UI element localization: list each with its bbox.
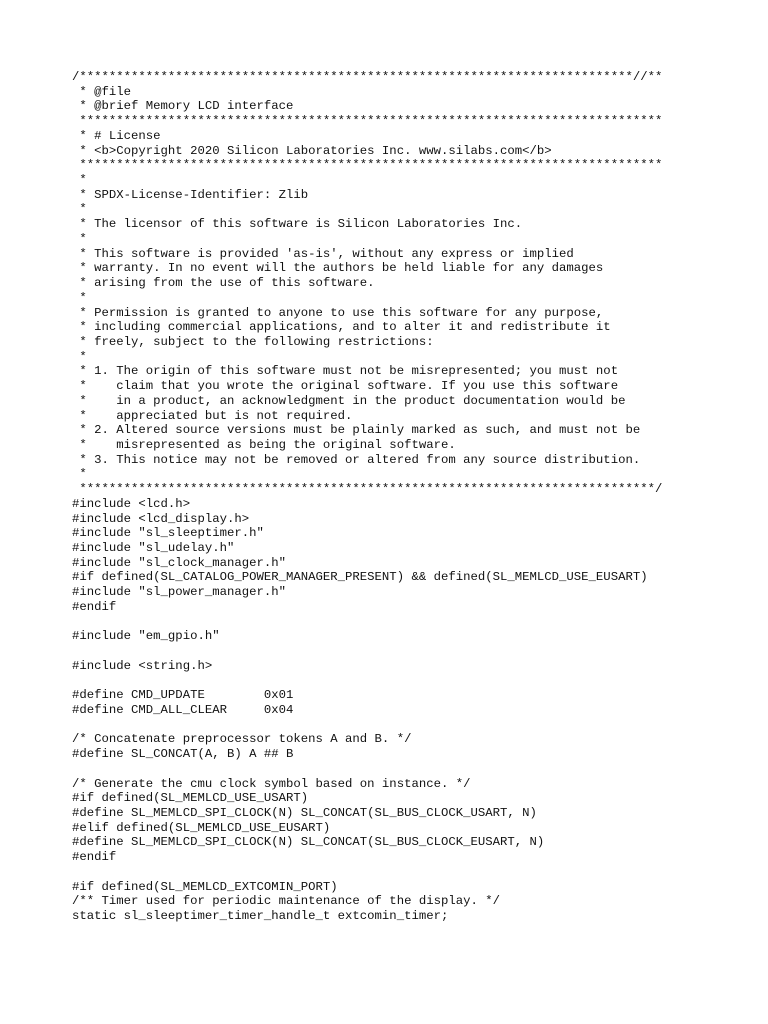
code-line: * bbox=[72, 349, 87, 364]
code-line: * warranty. In no event will the authors be held liable for any damages bbox=[72, 261, 604, 276]
code-line: * 2. Altered source versions must be plainly marked as such, and must not be bbox=[72, 423, 641, 438]
code-line: * SPDX-License-Identifier: Zlib bbox=[72, 187, 309, 202]
code-line: * bbox=[72, 290, 87, 305]
code-line: * <b>Copyright 2020 Silicon Laboratories Inc. www.silabs.com</b> bbox=[72, 143, 552, 158]
code-line: * in a product, an acknowledgment in the product documentation would be bbox=[72, 393, 626, 408]
code-line: * 1. The origin of this software must not be misrepresented; you must not bbox=[72, 364, 619, 379]
code-line: * @file bbox=[72, 84, 132, 99]
code-line: /** Timer used for periodic maintenance of the display. */ bbox=[72, 894, 501, 909]
code-line: * # License bbox=[72, 128, 161, 143]
code-line: * claim that you wrote the original software. If you use this software bbox=[72, 379, 619, 394]
code-line: #include "em_gpio.h" bbox=[72, 629, 220, 644]
code-line: #if defined(SL_CATALOG_POWER_MANAGER_PRESENT) && defined(SL_MEMLCD_USE_EUSART) bbox=[72, 570, 648, 585]
code-line bbox=[72, 644, 662, 659]
code-line: /***************************************************************************//** bbox=[72, 70, 663, 84]
code-line: #include <lcd.h> bbox=[72, 496, 191, 511]
code-line: #include <lcd_display.h> bbox=[72, 511, 250, 526]
code-line: * @brief Memory LCD interface bbox=[72, 99, 294, 114]
code-line: #include "sl_sleeptimer.h" bbox=[72, 526, 264, 541]
code-line: * bbox=[72, 173, 87, 188]
code-line: #if defined(SL_MEMLCD_EXTCOMIN_PORT) bbox=[72, 879, 338, 894]
code-line: #include "sl_power_manager.h" bbox=[72, 585, 287, 600]
code-line: /* Concatenate preprocessor tokens A and B. */ bbox=[72, 732, 412, 747]
code-line: * freely, subject to the following restrictions: bbox=[72, 334, 434, 349]
code-line: #if defined(SL_MEMLCD_USE_USART) bbox=[72, 791, 309, 806]
code-line: #include <string.h> bbox=[72, 658, 213, 673]
code-line: #include "sl_clock_manager.h" bbox=[72, 555, 287, 570]
code-line: * arising from the use of this software. bbox=[72, 276, 375, 291]
code-line: ******************************************************************************/ bbox=[72, 482, 663, 497]
code-line bbox=[72, 615, 662, 630]
code-line: #include "sl_udelay.h" bbox=[72, 541, 235, 555]
code-line: * bbox=[72, 467, 87, 482]
code-line: #define CMD_ALL_CLEAR 0x04 bbox=[72, 702, 294, 717]
code-line: * 3. This notice may not be removed or altered from any source distribution. bbox=[72, 452, 641, 467]
code-line: * misrepresented as being the original software. bbox=[72, 437, 456, 452]
code-line: static sl_sleeptimer_timer_handle_t extcomin_timer; bbox=[72, 908, 449, 923]
code-line: * Permission is granted to anyone to use this software for any purpose, bbox=[72, 305, 604, 320]
code-line: #define SL_MEMLCD_SPI_CLOCK(N) SL_CONCAT(SL_BUS_CLOCK_USART, N) bbox=[72, 805, 537, 820]
code-line bbox=[72, 865, 662, 880]
code-line: #define SL_MEMLCD_SPI_CLOCK(N) SL_CONCAT(SL_BUS_CLOCK_EUSART, N) bbox=[72, 835, 545, 850]
code-line: ******************************************************************************* bbox=[72, 114, 663, 129]
code-line: /* Generate the cmu clock symbol based on instance. */ bbox=[72, 776, 471, 791]
code-line: #endif bbox=[72, 599, 117, 614]
code-line: #define SL_CONCAT(A, B) A ## B bbox=[72, 747, 294, 762]
code-line: #elif defined(SL_MEMLCD_USE_EUSART) bbox=[72, 820, 331, 835]
code-line bbox=[72, 718, 662, 733]
code-line: * bbox=[72, 231, 87, 246]
source-code-listing bbox=[72, 70, 662, 924]
code-line: ******************************************************************************* bbox=[72, 158, 663, 173]
code-line bbox=[72, 673, 662, 688]
code-line: * appreciated but is not required. bbox=[72, 408, 353, 423]
code-line: #define CMD_UPDATE 0x01 bbox=[72, 688, 294, 703]
code-line: #endif bbox=[72, 850, 117, 865]
code-line: * including commercial applications, and to alter it and redistribute it bbox=[72, 320, 611, 335]
code-line: * This software is provided 'as-is', without any express or implied bbox=[72, 246, 574, 261]
code-line: * bbox=[72, 202, 87, 217]
code-line bbox=[72, 762, 662, 777]
code-line: * The licensor of this software is Silicon Laboratories Inc. bbox=[72, 217, 523, 232]
